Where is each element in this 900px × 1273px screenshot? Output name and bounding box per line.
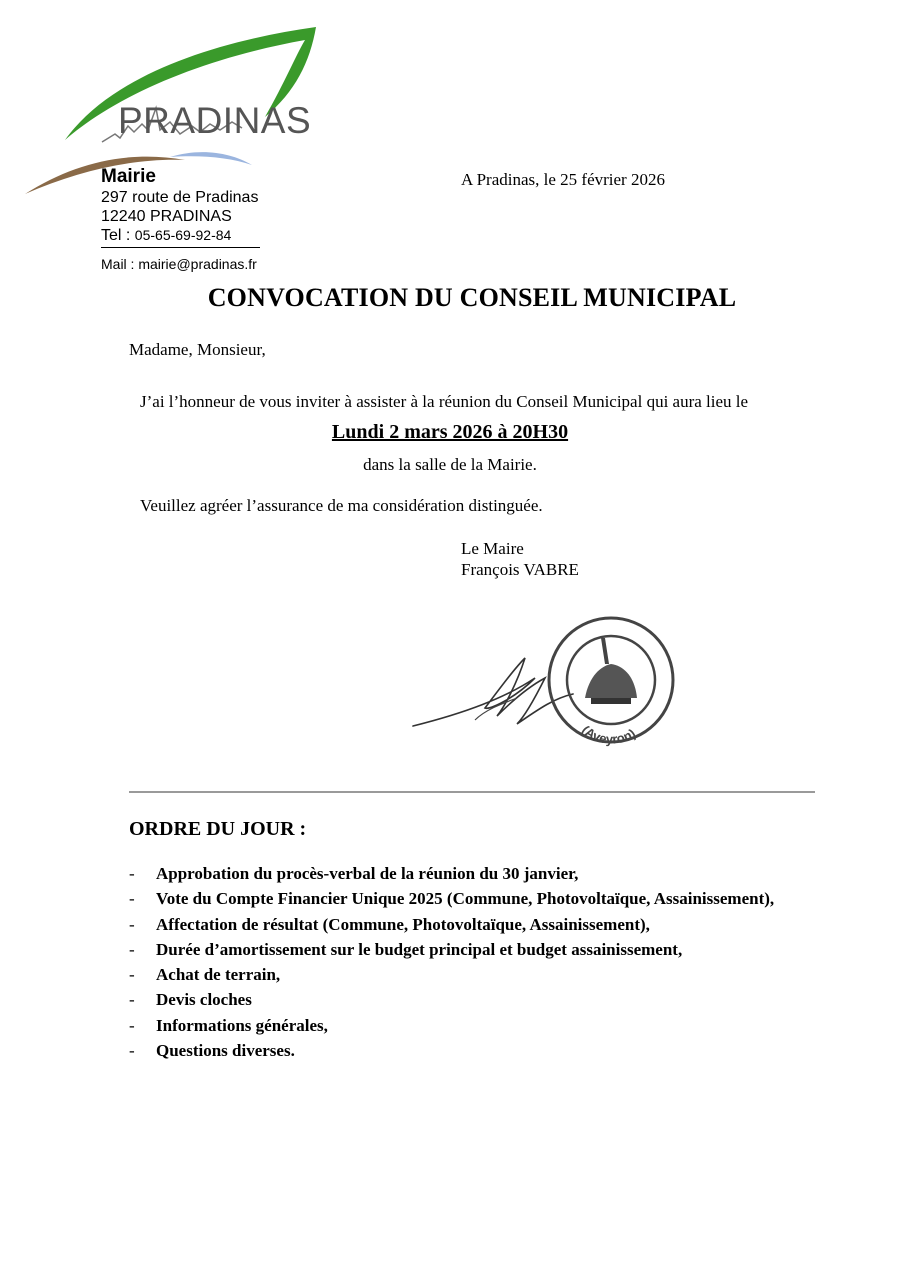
list-dash: -: [129, 1015, 135, 1035]
salutation: Madame, Monsieur,: [129, 340, 266, 359]
list-dash: -: [129, 889, 135, 909]
list-dash: -: [129, 990, 135, 1010]
agenda-item-text: Durée d’amortissement sur le budget principal et budget assainissement,: [156, 939, 683, 959]
list-dash: -: [129, 864, 135, 883]
invitation-text: J’ai l’honneur de vous inviter à assister à la réunion du Conseil Municipal qui aura lieu le: [140, 392, 749, 411]
meeting-datetime: Lundi 2 mars 2026 à 20H30: [331, 421, 569, 443]
agenda-item: [129, 1041, 849, 1066]
org-name: Mairie: [101, 166, 156, 187]
document-title: CONVOCATION DU CONSEIL MUNICIPAL: [207, 283, 737, 312]
stamp-graphic: [405, 598, 685, 748]
agenda-title: ORDRE DU JOUR :: [129, 818, 307, 840]
agenda-item-text: Informations générales,: [156, 1015, 328, 1035]
signer-role: Le Maire: [461, 539, 524, 558]
agenda-item: [129, 965, 849, 990]
meeting-place: dans la salle de la Mairie.: [363, 455, 537, 474]
agenda-item: [129, 990, 849, 1015]
list-dash: -: [129, 1041, 135, 1061]
stamp-label-bottom: (Aveyron): [578, 722, 639, 747]
closing-formula: Veuillez agréer l’assurance de ma considération distinguée.: [140, 496, 543, 515]
letter-date: A Pradinas, le 25 février 2026: [461, 170, 665, 189]
stamp-label-top: [405, 598, 554, 601]
agenda-item-text: Devis cloches: [156, 990, 252, 1010]
email: Mail : mairie@pradinas.fr: [101, 256, 257, 272]
list-dash: -: [129, 914, 135, 934]
agenda-item: [129, 915, 849, 940]
agenda-item: [129, 1016, 849, 1041]
phone: [101, 226, 260, 248]
signature-block: [461, 538, 579, 580]
agenda-item-text: Affectation de résultat (Commune, Photovoltaïque, Assainissement),: [156, 914, 650, 934]
list-dash: -: [129, 965, 135, 985]
address-line-2: 12240 PRADINAS: [101, 208, 232, 225]
agenda-item: [129, 940, 849, 965]
contact-block: [101, 166, 260, 272]
agenda-item-text: Approbation du procès-verbal de la réunion du 30 janvier,: [156, 864, 579, 883]
signer-name: François VABRE: [461, 560, 579, 579]
agenda-list: [129, 864, 849, 1066]
agenda-item: [129, 864, 849, 889]
agenda-item: [129, 889, 849, 914]
address-line-1: 297 route de Pradinas: [101, 189, 259, 206]
logo-name: PRADINAS: [118, 100, 312, 141]
section-divider: [129, 791, 815, 793]
agenda-item-text: Questions diverses.: [156, 1041, 295, 1061]
signature-and-stamp: [405, 598, 685, 748]
agenda-item-text: Vote du Compte Financier Unique 2025 (Commune, Photovoltaïque, Assainissement),: [156, 889, 775, 909]
list-dash: -: [129, 939, 135, 959]
phone-label: Tel :: [101, 227, 135, 244]
phone-number: 05-65-69-92-84: [134, 227, 232, 243]
agenda-item-text: Achat de terrain,: [156, 965, 281, 985]
